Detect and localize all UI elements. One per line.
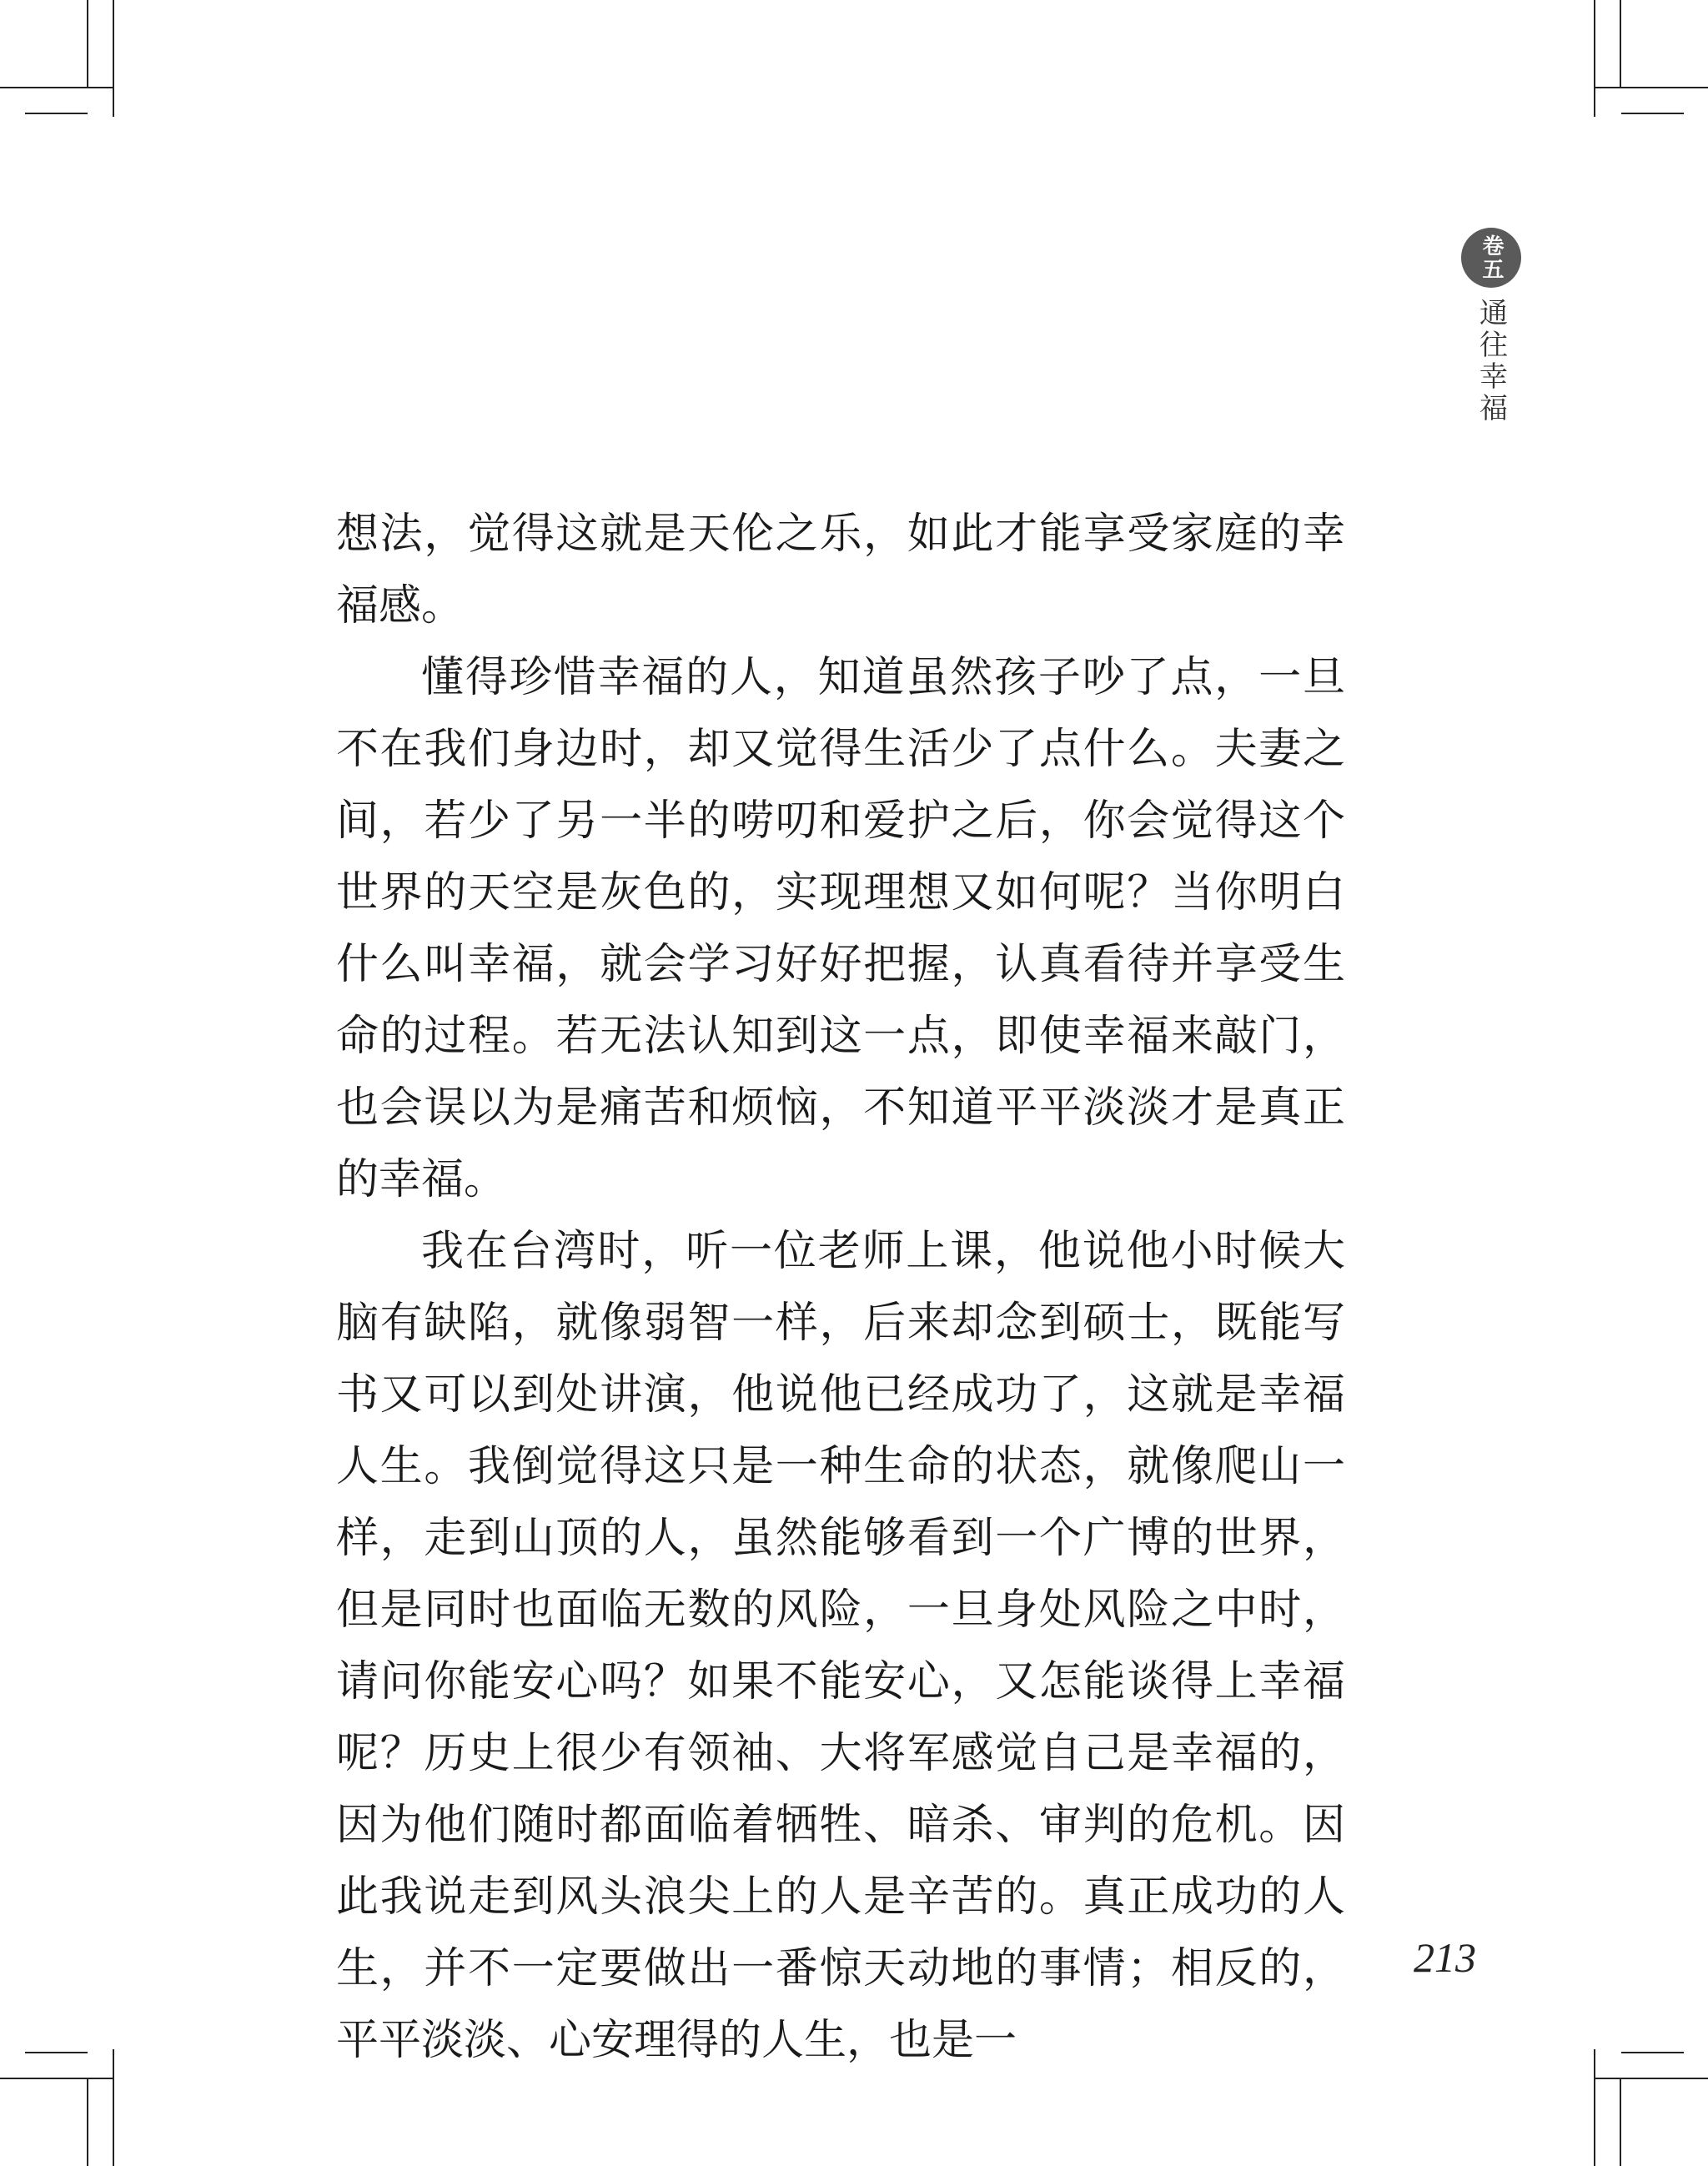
paragraph-1: 想法，觉得这就是天伦之乐，如此才能享受家庭的幸福感。 (336, 510, 1345, 631)
crop-mark-top-right-inner-h (1621, 113, 1684, 114)
crop-mark-top-right-horizontal (1595, 87, 1708, 88)
crop-mark-bottom-right-horizontal (1595, 2078, 1708, 2079)
paragraph-3: 我在台湾时，听一位老师上课，他说他小时候大脑有缺陷，就像弱智一样，后来却念到硕士，既能写书又可以到处讲演，他说他已经成功了，这就是幸福人生。我倒觉得这只是一种生命的状态，就像爬山一样，走到山顶的人，虽然能够看到一个广博的世界，但是同时也面临无数的风险，一旦身处风险之中时，请问你能安心吗？如果不能安心，又怎能谈得上幸福呢？历史上很少有领袖、大将军感觉自己是幸福的，因为他们随时都面临着牺牲、暗杀、审判的危机。因此我说走到风头浪尖上的人是辛苦的。真正成功的人生，并不一定要做出一番惊天动地的事情；相反的，平平淡淡、心安理得的人生，也是一 (336, 1227, 1345, 2065)
chapter-title: 通往幸福 (1474, 298, 1508, 425)
crop-mark-bottom-right-inner-h (1621, 2052, 1684, 2053)
crop-mark-bottom-left-horizontal (0, 2078, 113, 2079)
crop-mark-bottom-right-vertical (1594, 2049, 1595, 2166)
crop-mark-top-right-vertical (1594, 0, 1595, 117)
crop-mark-top-left-inner-h (25, 113, 88, 114)
crop-mark-bottom-left-inner-h (25, 2052, 88, 2053)
crop-mark-bottom-left-inner (87, 2079, 88, 2166)
paragraph-2: 懂得珍惜幸福的人，知道虽然孩子吵了点，一旦不在我们身边时，却又觉得生活少了点什么。夫妻之间，若少了另一半的唠叨和爱护之后，你会觉得这个世界的天空是灰色的，实现理想又如何呢？当你明白什么叫幸福，就会学习好好把握，认真看待并享受生命的过程。若无法认知到这一点，即使幸福来敲门，也会误以为是痛苦和烦恼，不知道平平淡淡才是真正的幸福。 (336, 653, 1345, 1204)
crop-mark-top-left-inner (87, 0, 88, 87)
crop-mark-top-right-inner (1620, 0, 1621, 87)
crop-mark-bottom-right-inner (1620, 2079, 1621, 2166)
page-number: 213 (1414, 1934, 1476, 1981)
crop-mark-bottom-left-vertical (113, 2049, 114, 2166)
crop-mark-top-left-horizontal (0, 87, 113, 88)
body-text (336, 499, 1345, 2077)
crop-mark-top-left-vertical (113, 0, 114, 117)
chapter-badge: 卷五 (1461, 228, 1521, 288)
chapter-tab (1461, 228, 1521, 425)
